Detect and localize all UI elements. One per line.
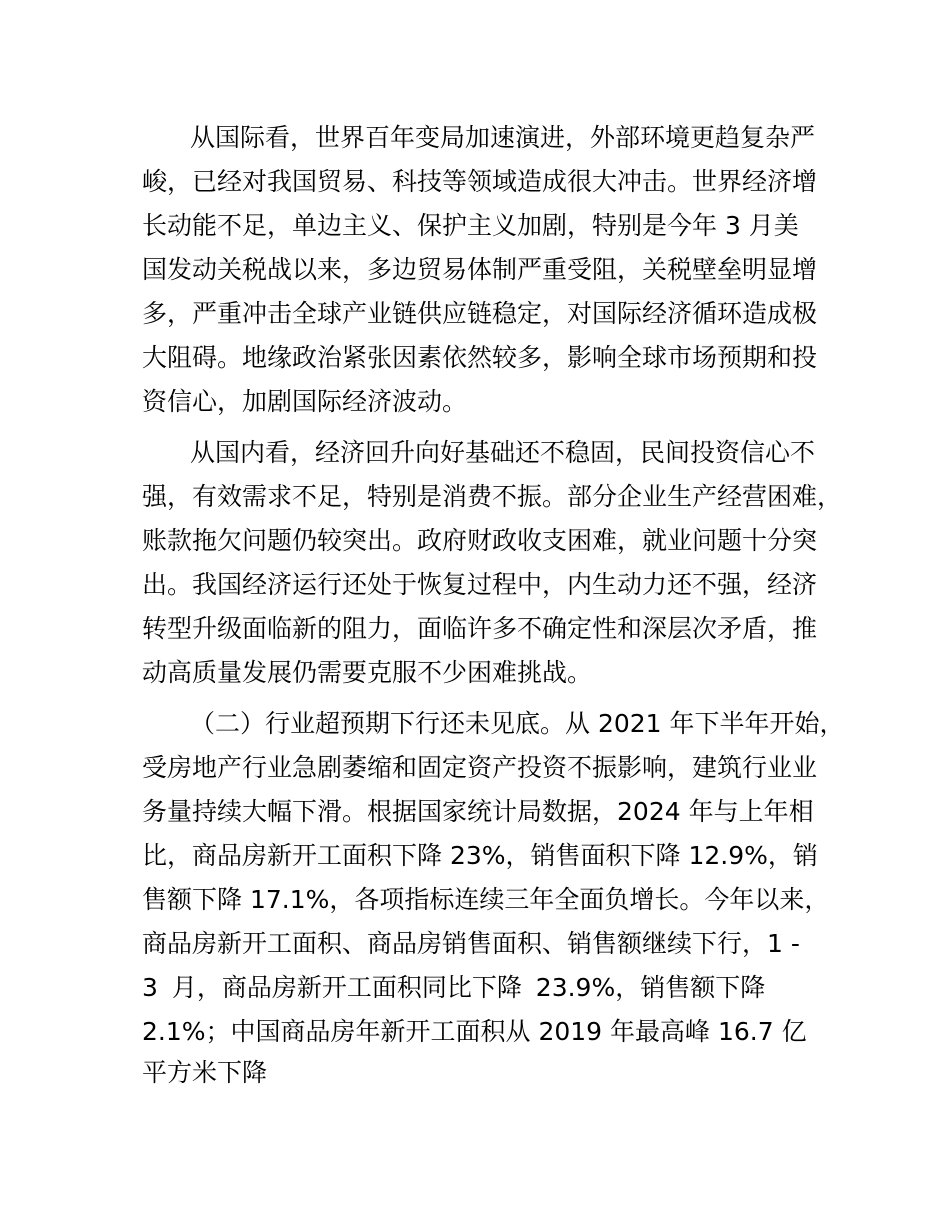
paragraph-2-line-1: 从国内看，经济回升向好基础还不稳固，民间投资信心不 <box>190 438 816 467</box>
paragraph-3-line-4: 比，商品房新开工面积下降 23%，销售面积下降 12.9%，销 <box>142 841 818 870</box>
paragraph-3-line-8: 2.1%；中国商品房年新开工面积从 2019 年最高峰 16.7 亿 <box>142 1017 807 1046</box>
paragraph-3-line-7: 3 月，商品房新开工面积同比下降 23.9%，销售额下降 <box>142 973 766 1002</box>
paragraph-2-line-2: 强，有效需求不足，特别是消费不振。部分企业生产经营困难， <box>142 482 843 511</box>
paragraph-3-line-2: 受房地产行业急剧萎缩和固定资产投资不振影响，建筑行业业 <box>142 753 818 782</box>
paragraph-1-line-6: 大阻碍。地缘政治紧张因素依然较多，影响全球市场预期和投 <box>142 343 818 372</box>
paragraph-1-line-7: 资信心，加剧国际经济波动。 <box>142 387 468 416</box>
paragraph-1-line-2: 峻，已经对我国贸易、科技等领域造成很大冲击。世界经济增 <box>142 167 818 196</box>
paragraph-3-line-6: 商品房新开工面积、商品房销售面积、销售额继续下行，1 - <box>142 929 800 958</box>
paragraph-2-line-6: 动高质量发展仍需要克服不少困难挑战。 <box>142 658 593 687</box>
paragraph-3-line-3: 务量持续大幅下滑。根据国家统计局数据，2024 年与上年相 <box>142 797 814 826</box>
paragraph-3-line-9: 平方米下降 <box>142 1058 268 1087</box>
paragraph-1-line-3: 长动能不足，单边主义、保护主义加剧，特别是今年 3 月美 <box>142 211 799 240</box>
paragraph-2-line-4: 出。我国经济运行还处于恢复过程中，内生动力还不强，经济 <box>142 570 818 599</box>
paragraph-1-line-1: 从国际看，世界百年变局加速演进，外部环境更趋复杂严 <box>190 123 816 152</box>
paragraph-3-line-5: 售额下降 17.1%，各项指标连续三年全面负增长。今年以来， <box>142 885 830 914</box>
paragraph-2-line-3: 账款拖欠问题仍较突出。政府财政收支困难，就业问题十分突 <box>142 526 818 555</box>
paragraph-3-line-1: （二）行业超预期下行还未见底。从 2021 年下半年开始， <box>190 709 845 738</box>
paragraph-1-line-5: 多，严重冲击全球产业链供应链稳定，对国际经济循环造成极 <box>142 299 818 328</box>
paragraph-2-line-5: 转型升级面临新的阻力，面临许多不确定性和深层次矛盾，推 <box>142 614 818 643</box>
paragraph-1-line-4: 国发动关税战以来，多边贸易体制严重受阻，关税壁垒明显增 <box>142 255 818 284</box>
